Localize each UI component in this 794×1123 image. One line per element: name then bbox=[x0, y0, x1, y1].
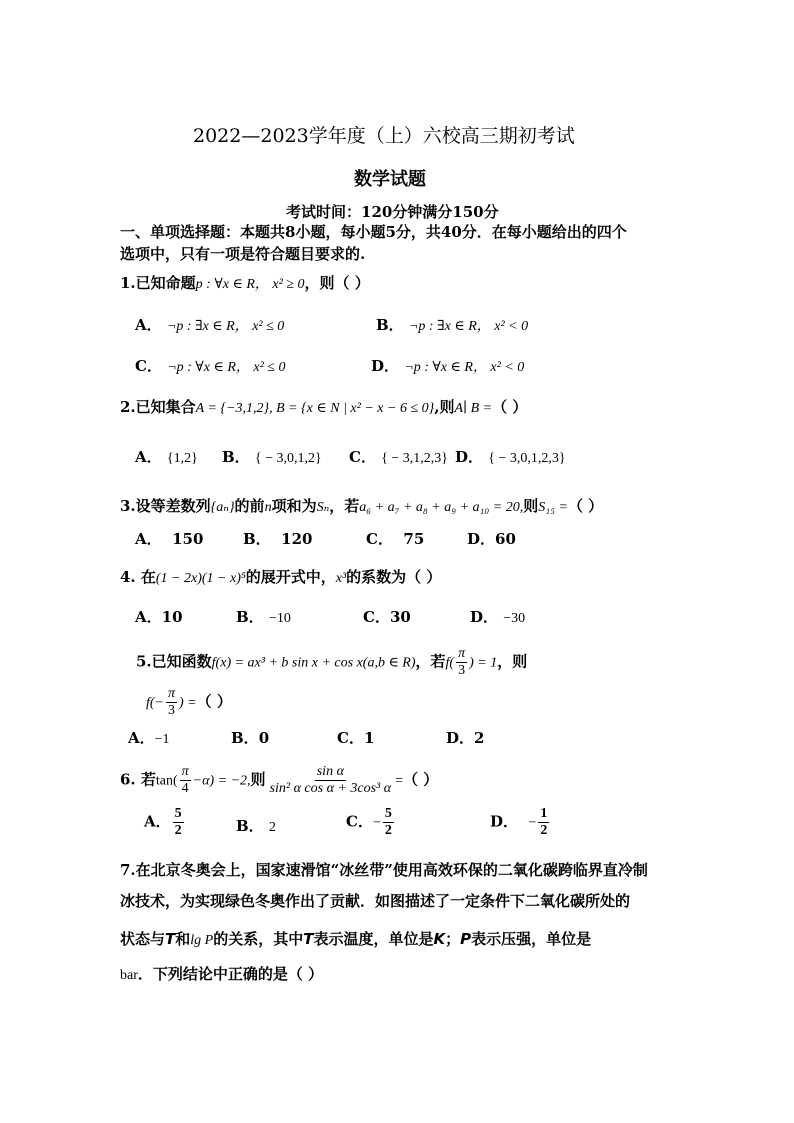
option-label: C． bbox=[363, 608, 390, 626]
option-label: A． bbox=[144, 812, 171, 831]
option-label: C． bbox=[349, 448, 376, 466]
question-6-stem bbox=[120, 764, 438, 797]
frac-den: 2 bbox=[540, 823, 548, 838]
frac-den: 2 bbox=[384, 823, 392, 838]
option-text: 2 bbox=[268, 820, 276, 835]
q5-ask-post: ) = bbox=[179, 695, 197, 711]
option-text: 150 bbox=[172, 530, 204, 548]
q5-ask-pre: f(− bbox=[146, 695, 164, 711]
frac-num: π bbox=[181, 764, 189, 779]
q4-expr: (1 − 2x)(1 − x)⁵ bbox=[155, 571, 246, 586]
frac-den: 2 bbox=[174, 823, 182, 838]
question-7-line3 bbox=[120, 929, 591, 951]
q1-option-d bbox=[371, 356, 524, 378]
q5-option-a bbox=[128, 728, 170, 750]
q3-option-b bbox=[243, 529, 312, 549]
q3-mid2: 项和为 bbox=[271, 497, 317, 515]
q2-option-d bbox=[455, 447, 566, 469]
option-text: { − 3,0,1,2,3} bbox=[488, 451, 566, 466]
option-label: D． bbox=[455, 448, 484, 466]
option-label: D． bbox=[490, 812, 519, 831]
frac-num: 5 bbox=[384, 806, 392, 821]
q7-T: T bbox=[165, 930, 176, 948]
q5-option-b bbox=[231, 728, 269, 748]
option-text: ¬p : ∀x ∈ R， x² < 0 bbox=[404, 360, 525, 375]
q7-P: P bbox=[460, 930, 472, 948]
option-text: 2 bbox=[474, 729, 485, 747]
option-text: −30 bbox=[503, 611, 526, 626]
q6-tan-post: −α) = −2, bbox=[192, 773, 251, 789]
option-text: ¬p : ∃x ∈ R， x² ≤ 0 bbox=[166, 319, 285, 334]
q6-option-a bbox=[144, 806, 186, 839]
option-label: A． bbox=[135, 448, 162, 466]
q7-lgp: lg P bbox=[190, 933, 214, 948]
option-frac bbox=[538, 806, 549, 839]
frac-num: sin α bbox=[316, 764, 344, 779]
q2-option-c bbox=[349, 447, 448, 469]
exam-title: 2022—2023学年度（上）六校高三期初考试 bbox=[193, 125, 575, 147]
frac-num: π bbox=[168, 686, 176, 701]
q6-option-d bbox=[490, 806, 551, 839]
question-5-ask bbox=[146, 686, 232, 719]
q5-cond-pre: f( bbox=[445, 655, 455, 671]
option-label: D． bbox=[467, 530, 496, 548]
q1-math: p : ∀x ∈ R， x² ≥ 0 bbox=[195, 277, 305, 292]
option-text: ¬p : ∃x ∈ R， x² < 0 bbox=[408, 319, 529, 334]
q4-option-b bbox=[236, 607, 291, 629]
exam-info: 考试时间：120分钟满分150分 bbox=[286, 203, 499, 221]
option-text: 1 bbox=[363, 729, 375, 747]
q3-option-d bbox=[467, 529, 516, 549]
q7-text: 的关系，其中 bbox=[213, 930, 304, 948]
q5-option-d bbox=[446, 728, 484, 748]
subject-title: 数学试题 bbox=[354, 169, 426, 190]
q4-x3: x³ bbox=[335, 571, 347, 586]
q3-n: n bbox=[264, 500, 272, 515]
option-text: −10 bbox=[268, 611, 291, 626]
q5-prefix: 5.已知函数 bbox=[136, 652, 212, 671]
q1-prefix: 1.已知命题 bbox=[120, 274, 196, 292]
q4-mid: 的展开式中， bbox=[245, 568, 336, 586]
question-7-line2: 冰技术，为实现绿色冬奥作出了贡献．如图描述了一定条件下二氧化碳所处的 bbox=[120, 892, 631, 910]
q7-K: K bbox=[433, 930, 446, 948]
q3-mid: 的前 bbox=[234, 497, 265, 515]
section-intro-line2: 选项中，只有一项是符合题目要求的. bbox=[120, 245, 366, 263]
q2-suffix: ,则 bbox=[434, 398, 455, 416]
q3-sn: Sₙ bbox=[316, 500, 330, 515]
question-5-stem bbox=[136, 646, 527, 679]
q7-text: ．下列结论中正确的是（ ） bbox=[137, 965, 324, 983]
q1-suffix: ，则（ ） bbox=[304, 274, 370, 292]
q3-mid3: ，若 bbox=[329, 497, 360, 515]
option-frac bbox=[383, 806, 394, 839]
option-text: 10 bbox=[161, 608, 183, 626]
question-7-line1: 7.在北京冬奥会上，国家速滑馆“冰丝带”使用高效环保的二氧化碳跨临界直冷制 bbox=[120, 861, 648, 879]
question-1-stem bbox=[120, 273, 370, 295]
option-label: B． bbox=[236, 608, 264, 626]
option-text: { − 3,0,1,2} bbox=[254, 451, 322, 466]
q5-cond-post: ) = 1 bbox=[469, 655, 498, 671]
q3-s15: S₁₅ = bbox=[538, 500, 568, 515]
q4-option-d bbox=[470, 607, 525, 629]
option-label: C． bbox=[135, 357, 162, 375]
q3-option-a bbox=[135, 529, 203, 549]
option-label: B． bbox=[376, 316, 404, 334]
section-intro-line1: 一、单项选择题：本题共8小题，每小题5分，共40分．在每小题给出的四个 bbox=[120, 223, 627, 241]
q2-option-b bbox=[222, 447, 322, 469]
q1-option-a bbox=[135, 315, 284, 337]
q3-mid4: 则 bbox=[523, 497, 539, 515]
option-text: 30 bbox=[389, 608, 411, 626]
q4-prefix: 4. 在 bbox=[120, 568, 156, 586]
option-text: 75 bbox=[403, 530, 425, 548]
question-4-stem bbox=[120, 567, 441, 589]
q6-option-c bbox=[346, 806, 396, 839]
q5-pi-over-3 bbox=[456, 646, 467, 679]
q6-mid: 则 bbox=[250, 770, 266, 789]
option-sign: − bbox=[372, 815, 381, 831]
q1-option-b bbox=[376, 315, 528, 337]
option-label: C． bbox=[337, 729, 364, 747]
option-text: {1,2} bbox=[166, 451, 198, 466]
frac-den: 3 bbox=[168, 703, 175, 718]
q5-option-c bbox=[337, 728, 374, 748]
q4-tail: 的系数为（ ） bbox=[346, 568, 442, 586]
q2-math2: A∣ B = bbox=[454, 401, 493, 416]
question-2-stem bbox=[120, 397, 527, 419]
option-text: ¬p : ∀x ∈ R， x² ≤ 0 bbox=[167, 360, 286, 375]
q3-seq: {aₙ} bbox=[210, 500, 235, 515]
q6-tan-pre: tan( bbox=[155, 773, 178, 789]
option-label: D． bbox=[470, 608, 499, 626]
q5-ask-frac bbox=[166, 686, 177, 719]
q7-text: 状态与 bbox=[120, 930, 166, 948]
option-frac bbox=[173, 806, 184, 839]
frac-den: 3 bbox=[458, 663, 466, 678]
option-text: 60 bbox=[495, 530, 516, 548]
option-label: B． bbox=[231, 729, 259, 747]
option-sign: − bbox=[528, 815, 537, 831]
option-text: 0 bbox=[258, 729, 270, 747]
q6-prefix: 6. 若 bbox=[120, 770, 156, 789]
option-label: A． bbox=[135, 316, 162, 334]
q2-tail: （ ） bbox=[492, 398, 528, 416]
option-text: −1 bbox=[154, 732, 170, 747]
option-label: D． bbox=[371, 357, 400, 375]
q3-tail: （ ） bbox=[567, 497, 604, 515]
frac-den: 4 bbox=[181, 781, 189, 796]
q7-bar: bar bbox=[120, 968, 138, 983]
question-3-stem bbox=[120, 496, 603, 518]
option-label: C． bbox=[346, 812, 373, 831]
frac-den: sin² α cos α + 3cos³ α bbox=[269, 781, 392, 796]
q5-mid: ，若 bbox=[415, 652, 446, 671]
q4-option-a bbox=[135, 607, 183, 627]
q7-text: ； bbox=[445, 930, 461, 948]
option-text: 120 bbox=[281, 530, 313, 548]
frac-num: 1 bbox=[540, 806, 548, 821]
q7-text: 和 bbox=[175, 930, 191, 948]
q1-option-c bbox=[135, 356, 285, 378]
q6-option-b bbox=[236, 816, 276, 838]
question-7-line4 bbox=[120, 964, 323, 986]
q3-option-c bbox=[366, 529, 424, 549]
q2-prefix: 2.已知集合 bbox=[120, 398, 196, 416]
option-label: A． bbox=[135, 530, 162, 548]
option-label: A． bbox=[128, 729, 155, 747]
q3-prefix: 3.设等差数列 bbox=[120, 497, 211, 515]
q6-tail: （ ） bbox=[403, 770, 439, 789]
q6-big-frac bbox=[268, 764, 394, 797]
q5-func: f(x) = ax³ + b sin x + cos x(a,b ∈ R) bbox=[211, 655, 416, 671]
frac-num: π bbox=[458, 646, 466, 661]
q7-T: T bbox=[303, 930, 314, 948]
q6-eq: = bbox=[395, 773, 404, 789]
q7-text: 表示压强，单位是 bbox=[471, 930, 592, 948]
q5-ask-tail: （ ） bbox=[196, 692, 232, 711]
q3-cond: a₆ + a₇ + a₈ + a₉ + a₁₀ = 20, bbox=[359, 500, 524, 515]
q5-tail: ，则 bbox=[497, 652, 528, 671]
q6-pi-over-4 bbox=[180, 764, 191, 797]
option-label: C． bbox=[366, 530, 393, 548]
q2-option-a bbox=[135, 447, 198, 469]
option-label: B． bbox=[243, 530, 271, 548]
option-label: A． bbox=[135, 608, 162, 626]
frac-num: 5 bbox=[174, 806, 182, 821]
option-label: B． bbox=[222, 448, 250, 466]
q7-text: 表示温度，单位是 bbox=[313, 930, 434, 948]
option-label: B． bbox=[236, 817, 264, 835]
option-label: D． bbox=[446, 729, 475, 747]
option-text: { − 3,1,2,3} bbox=[381, 451, 449, 466]
q2-math: A = {−3,1,2}, B = {x ∈ N | x² − x − 6 ≤ 0} bbox=[195, 401, 435, 416]
q4-option-c bbox=[363, 607, 411, 627]
